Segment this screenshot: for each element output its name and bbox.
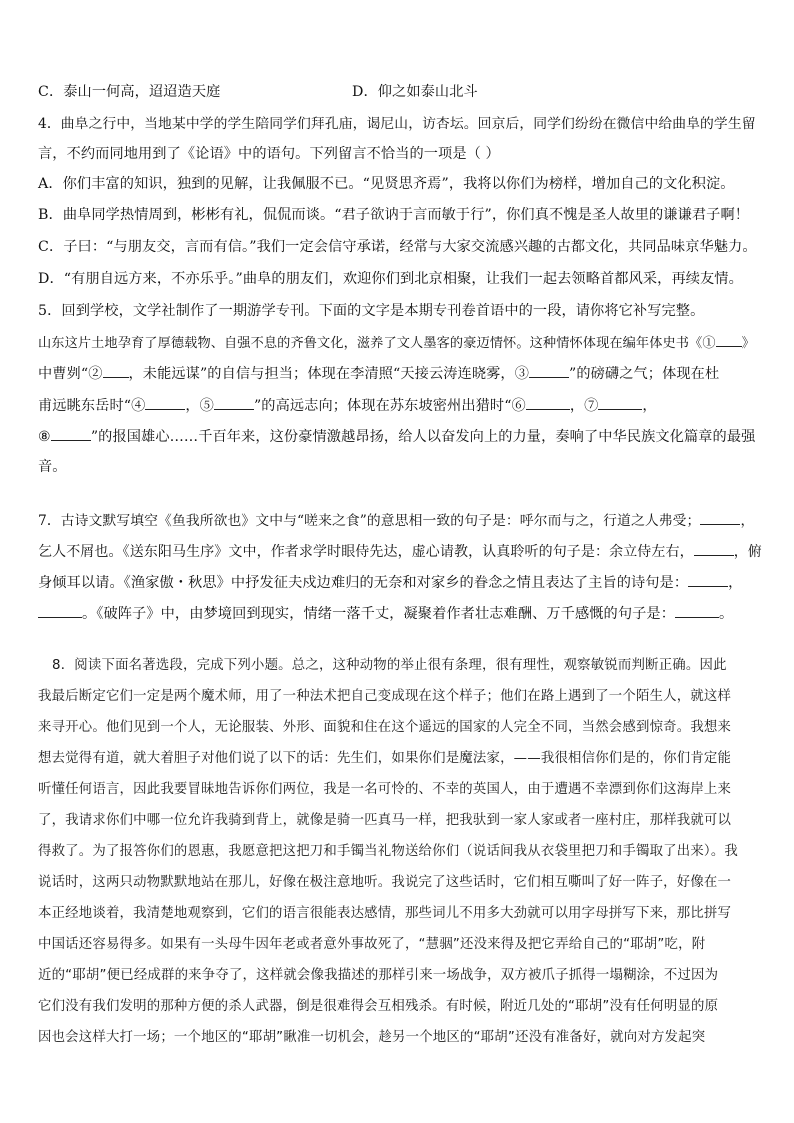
q4-stem-line-1: 4．曲阜之行中，当地某中学的学生陪同学们拜孔庙，谒尼山，访杏坛。回京后，同学们纷纷在微信中给曲阜的学生留: [38, 116, 756, 132]
q5-text: ”的磅礴之气；体现在杜: [569, 366, 720, 382]
q7-text: 。: [718, 606, 734, 622]
q5-line-4: [38, 425, 762, 448]
q5-stem: 5．回到学校，文学社制作了一期游学专刊。下面的文字是本期专刊卷首语中的一段，请你将它补写完整。: [38, 303, 705, 319]
q7-blank-2[interactable]: [694, 540, 734, 556]
q8-line-7: 得救了。为了报答你们的恩惠，我愿意把这把刀和手镯当礼物送给你们（说话间我从衣袋里把刀和手镯取了出来）。我: [38, 844, 739, 859]
q7-blank-5[interactable]: [675, 602, 719, 618]
q7-text: 。《破阵子》中，由梦境回到现实，情绪一落千丈，凝聚着作者壮志难酬、万千感慨的句子是：: [82, 606, 675, 622]
blank-7[interactable]: [598, 394, 642, 410]
q8-line-8: 说话时，这两只动物默默地站在那儿，好像在极注意地听。我说完了这些话时，它们相互嘶叫了好一阵子，好像在一: [38, 875, 732, 890]
q5-text: ，⑦: [569, 398, 599, 414]
q8-line-1: 8．阅读下面名著选段，完成下列小题。总之，这种动物的举止很有条理，很有理性，观察敏锐而判断正确。因此: [52, 658, 727, 673]
blank-2[interactable]: [103, 362, 129, 378]
q5-line-5: 音。: [38, 459, 67, 475]
q4-option-c: C．子曰：“与朋友交，言而有信。”我们一定会信守承诺，经常与大家交流感兴趣的古都文化，共同品味京华魅力。: [38, 239, 757, 255]
q5-text: ，: [642, 398, 657, 414]
q7-blank-3[interactable]: [688, 571, 728, 587]
q5-line-2: [38, 362, 762, 385]
q5-text: ⑧: [38, 429, 51, 445]
q4-option-b: B．曲阜同学热情周到，彬彬有礼，侃侃而谈。“君子欲讷于言而敏于行”，你们真不愧是圣人故里的谦谦君子啊！: [38, 207, 750, 223]
q8-line-2: 我最后断定它们一定是两个魔术师，用了一种法术把自己变成现在这个样子；他们在路上遇到了一个陌生人，就这样: [38, 689, 732, 704]
q7-line-3: [38, 571, 762, 594]
q4-option-a: A．你们丰富的知识，独到的见解，让我佩服不已。“见贤思齐焉”，我将以你们为榜样，增加自己的文化积淀。: [38, 176, 735, 192]
q7-text: 身倾耳以请。《渔家傲・秋思》中抒发征夫戍边难归的无奈和对家乡的眷念之情且表达了主旨的诗句是：: [38, 575, 689, 591]
q8-line-6: 了，我请求你们中哪一位允许我骑到背上，就像是骑一匹真马一样，把我驮到一家人家或者一座村庄，那样我就可以: [38, 813, 732, 828]
blank-8[interactable]: [51, 425, 91, 441]
q8-line-11: 近的“耶胡”便已经成群的来争夺了，这样就会像我描述的那样引来一场战争，双方被爪子抓得一塌糊涂，不过因为: [38, 968, 719, 983]
blank-1[interactable]: [716, 331, 742, 347]
q7-text: 乞人不屑也。《送东阳马生序》文中，作者求学时眼侍先达，虚心请教，认真聆听的句子是：余立侍左右，: [38, 544, 694, 560]
blank-6[interactable]: [526, 394, 570, 410]
q5-text: 山东这片土地孕育了厚德载物、自强不息的齐鲁文化，滋养了文人墨客的豪迈情怀。这种情怀体现在编年体史书《①: [38, 336, 716, 351]
q4-option-d: D．“有朋自远方来，不亦乐乎。”曲阜的朋友们，欢迎你们到北京相聚，让我们一起去领略首都风采，再续友情。: [38, 271, 743, 287]
q7-line-1: [38, 509, 762, 532]
q7-line-4: [38, 602, 762, 625]
q7-text: ，俯: [733, 544, 762, 560]
blank-5[interactable]: [214, 394, 254, 410]
q8-line-5: 听懂任何语言，因此我要冒昧地告诉你们两位，我是一名可怜的、不幸的英国人，由于遭遇不幸漂到你们这海岸上来: [38, 782, 732, 797]
q8-line-3: 来寻开心。他们见到一个人，无论服装、外形、面貌和住在这个遥远的国家的人完全不同，当然会感到惊奇。我想来: [38, 720, 732, 735]
q5-text: 中曹刿“②: [38, 366, 103, 382]
q5-text: ”的高远志向；体现在苏东坡密州出猎时“⑥: [253, 398, 526, 414]
q8-line-10: 中国话还容易得多。如果有一头母牛因年老或者意外事故死了，“慧骃”还没来得及把它弄给自己的“耶胡”吃，附: [38, 937, 706, 952]
q8-line-13: 因也会这样大打一场；一个地区的“耶胡”瞅准一切机会，趁另一个地区的“耶胡”还没有准备好，就向对方发起突: [38, 1030, 706, 1045]
q5-line-1: [38, 331, 762, 355]
q5-text: 》: [741, 336, 755, 351]
blank-3[interactable]: [529, 362, 569, 378]
q7-blank-1[interactable]: [700, 509, 740, 525]
q5-text: ，未能远谋”的自信与担当；体现在李清照“天接云涛连晓雾，③: [128, 366, 529, 382]
q7-text: 7．古诗文默写填空《鱼我所欲也》文中与“嗟来之食”的意思相一致的句子是：呼尔而与之，行道之人弗受；: [38, 513, 701, 529]
q7-line-2: [38, 540, 762, 563]
q5-text: ”的报国雄心……千百年来，这份豪情激越昂扬，给人以奋发向上的力量，奏响了中华民族文化篇章的最强: [90, 429, 756, 445]
q5-line-3: [38, 394, 762, 417]
q8-line-4: 想去觉得有道，就大着胆子对他们说了以下的话：先生们，如果你们是魔法家，——我很相信你们是的，你们肯定能: [38, 751, 732, 766]
q7-blank-4[interactable]: [38, 602, 82, 618]
q8-line-12: 它们没有我们发明的那种方便的杀人武器，倒是很难得会互相残杀。有时候，附近几处的“耶胡”没有任何明显的原: [38, 999, 719, 1014]
blank-4[interactable]: [145, 394, 185, 410]
q3-options: [38, 81, 762, 103]
q5-text: ，⑤: [185, 398, 214, 414]
q7-text: ，: [740, 513, 755, 529]
q3-option-c: C．泰山一何高，迢迢造天庭: [38, 84, 221, 100]
q7-text: ，: [728, 575, 743, 591]
q8-line-9: 本正经地谈着，我清楚地观察到，它们的语言很能表达感情，那些词儿不用多大劲就可以用字母拼写下来，那比拼写: [38, 906, 732, 921]
q5-text: 甫远眺东岳时“④: [38, 398, 146, 414]
q4-stem-line-2: 言，不约而同地用到了《论语》中的语句。下列留言不恰当的一项是（ ）: [38, 146, 500, 162]
q3-option-d: D．仰之如泰山北斗: [352, 84, 478, 100]
